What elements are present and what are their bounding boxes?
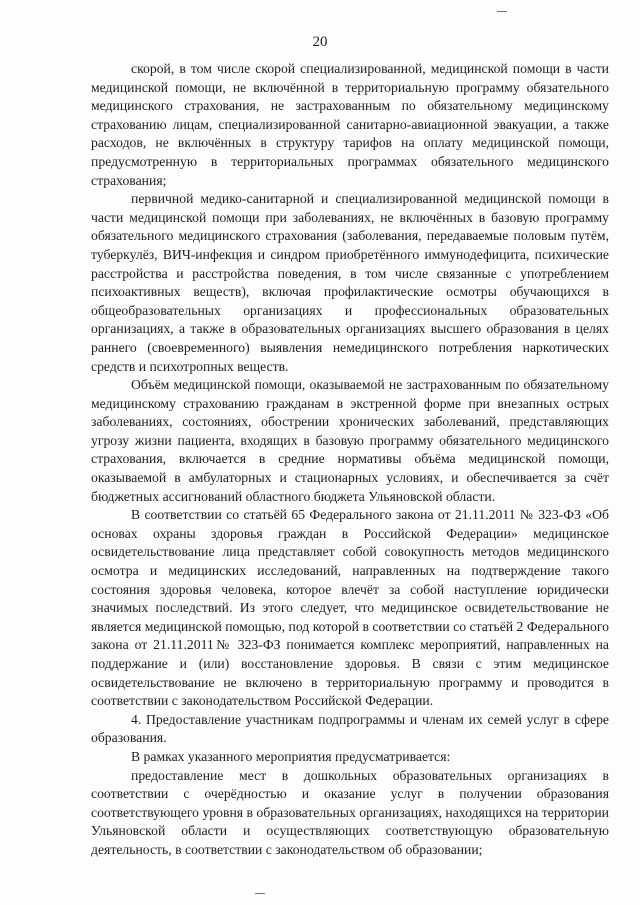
scan-mark [497, 11, 507, 12]
document-body [91, 60, 609, 860]
paragraph-4: В соответствии со статьёй 65 Федерального закона от 21.11.2011 № 323-ФЗ «Об основах охраны здоровья граждан в Российской Федерации» медицинское освидетельствование лица представляет собой совокупность методов медицинского осмотра и медицинских исследований, направленных на подтверждение такого состояния здоровья человека, которое влечёт за собой наступление юридически значимых последствий. Из этого следует, что медицинское освидетельствование не является медицинской помощью, под которой в соответствии со статьёй 2 Федерального закона от 21.11.2011№ 323-ФЗ понимается комплекс мероприятий, направленных на поддержание и (или) восстановление здоровья. В связи с этим медицинское освидетельствование не включено в территориальную программу и проводится в соответствии с законодательством Российской Федерации. [91, 507, 609, 709]
paragraph-6: предоставление мест в дошкольных образовательных организациях в соответствии с очерёдностью и оказание услуг в получении образования соответствующего уровня в образовательных организациях, находящихся на территории Ульяновской области и осуществляющих соответствующую образовательную деятельность, в соответствии с законодательством об образовании; [91, 767, 609, 857]
scan-mark [255, 893, 265, 894]
paragraph-3: Объём медицинской помощи, оказываемой не застрахованным по обязательному медицинскому страхованию гражданам в экстренной форме при внезапных острых заболеваниях, состояниях, обострении хронических заболеваний, представляющих угрозу жизни пациента, входящих в базовую программу обязательного медицинского страхования, включается в средние нормативы объёма медицинской помощи, оказываемой в амбулаторных и стационарных условиях, и обеспечивается за счёт бюджетных ассигнований областного бюджета Ульяновской области. [91, 377, 609, 504]
section-heading-4: 4. Предоставление участникам подпрограммы и членам их семей услуг в сфере образования. [91, 711, 609, 746]
paragraph-1: скорой, в том числе скорой специализированной, медицинской помощи в части медицинской помощи, не включённой в территориальную программу обязательного медицинского страхования, не застрахованным по обязательному медицинскому страхованию лицам, специализированной санитарно-авиационной эвакуации, а также расходов, не включённых в структуру тарифов на оплату медицинской помощи, предусмотренную в территориальных программах обязательного медицинского страхования; [91, 61, 609, 188]
paragraph-2: первичной медико-санитарной и специализированной медицинской помощи в части медицинской помощи при заболеваниях, не включённых в базовую программу обязательного медицинского страхования (заболевания, передаваемые половым путём, туберкулёз, ВИЧ-инфекция и синдром приобретённого иммунодефицита, психические расстройства и расстройства поведения, в том числе связанные с употреблением психоактивных веществ), включая профилактические осмотры обучающихся в общеобразовательных организациях и профессиональных образовательных организациях, а также в образовательных организациях высшего образования в целях раннего (своевременного) выявления немедицинского потребления наркотических средств и психотропных веществ. [91, 191, 609, 374]
paragraph-5: В рамках указанного мероприятия предусматривается: [131, 748, 451, 764]
page-number: 20 [312, 34, 328, 50]
